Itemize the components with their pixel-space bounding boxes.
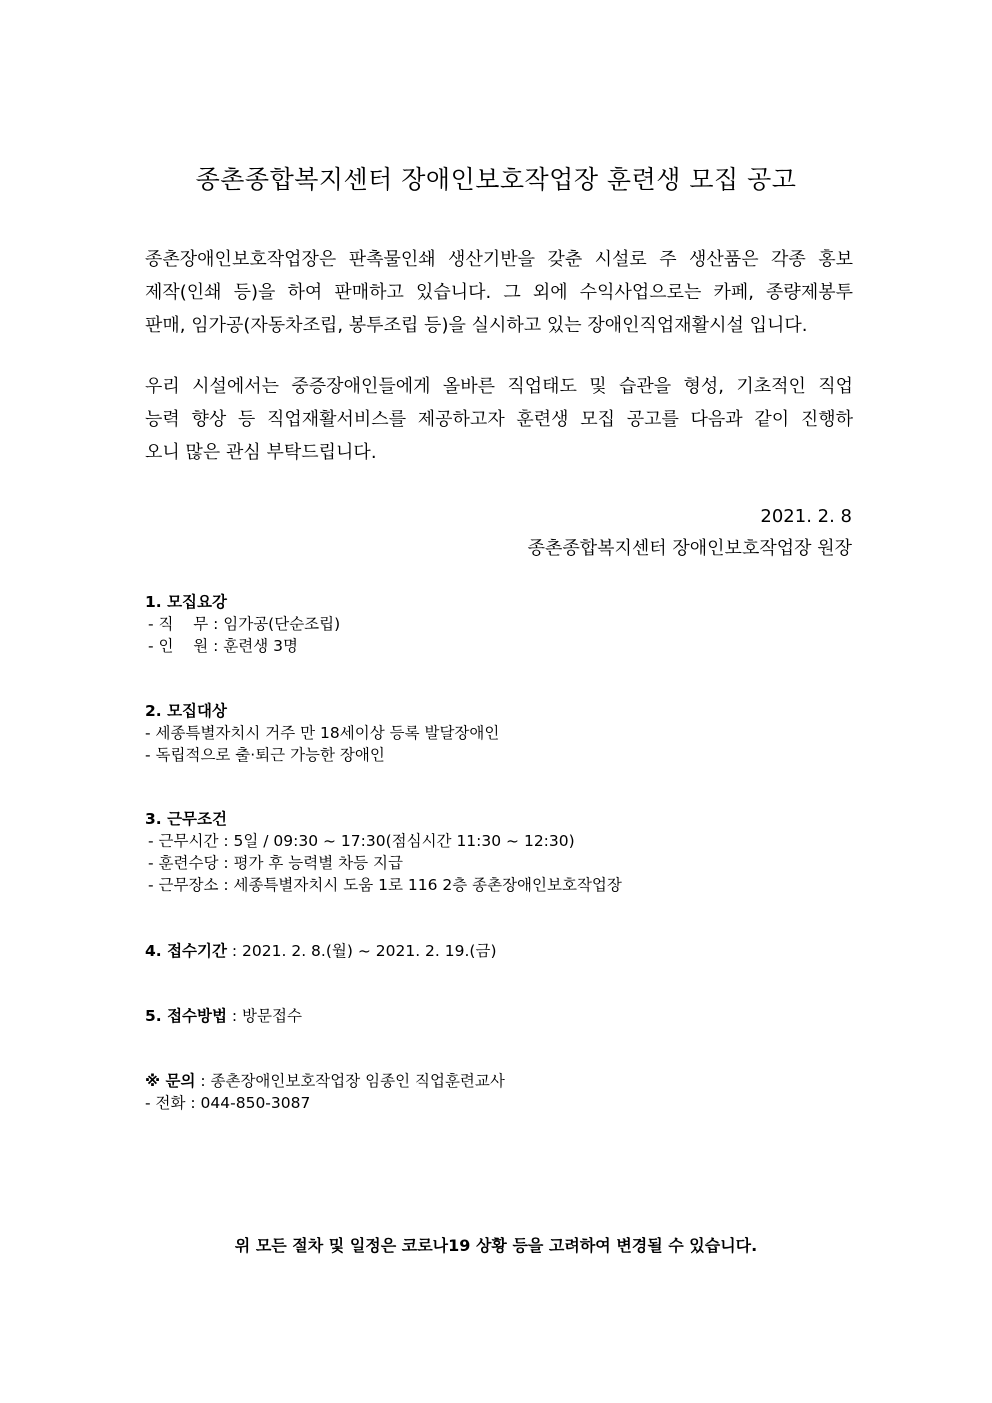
section-heading: 3. 근무조건 [145,810,227,828]
section-application-method [145,1005,853,1027]
application-period-value: : 2021. 2. 8.(월) ~ 2021. 2. 19.(금) [226,942,497,960]
intro-paragraph-2-line: 오니 많은 관심 부탁드립니다. [145,442,377,463]
intro-paragraph-1-line: 종촌장애인보호작업장은 판촉물인쇄 생산기반을 갖춘 시설로 주 생산품은 각종 홍보 [145,249,853,270]
intro-paragraph-1-line: 제작(인쇄 등)을 하여 판매하고 있습니다. 그 외에 수익사업으로는 카페, 종량제봉투 [145,282,853,303]
issuer-signature: 종촌종합복지센터 장애인보호작업장 원장 [527,538,852,559]
section-heading: 2. 모집대상 [145,702,227,720]
section-application-period [145,940,853,962]
section-inquiry [145,1070,853,1114]
page-title: 종촌종합복지센터 장애인보호작업장 훈련생 모집 공고 [195,165,797,194]
section-recruit-outline [145,591,853,657]
section-eligibility [145,700,853,766]
intro-paragraph-1-line: 판매, 임가공(자동차조립, 봉투조립 등)을 실시하고 있는 장애인직업재활시설 입니다. [145,315,808,336]
section-work-conditions [145,808,853,896]
list-item: - 독립적으로 출·퇴근 가능한 장애인 [145,746,385,764]
intro-paragraph-2-line: 우리 시설에서는 중증장애인들에게 올바른 직업태도 및 습관을 형성, 기초적인 직업 [145,376,853,397]
inquiry-heading: ※ 문의 [145,1072,196,1090]
list-item: - 훈련수당 : 평가 후 능력별 차등 지급 [148,854,403,872]
list-item: - 직 무 : 임가공(단순조립) [148,615,341,633]
intro-paragraph-1 [145,243,853,342]
inquiry-contact: : 종촌장애인보호작업장 임종인 직업훈련교사 [195,1072,505,1090]
notice-date: 2021. 2. 8 [760,506,852,527]
section-heading: 1. 모집요강 [145,593,227,611]
list-item: - 인 원 : 훈련생 3명 [148,637,298,655]
list-item: - 근무시간 : 5일 / 09:30 ~ 17:30(점심시간 11:30 ~ 12:30) [148,832,575,850]
intro-paragraph-2-line: 능력 향상 등 직업재활서비스를 제공하고자 훈련생 모집 공고를 다음과 같이 진행하 [145,409,853,430]
application-method-value: : 방문접수 [226,1007,302,1025]
list-item: - 세종특별자치시 거주 만 18세이상 등록 발달장애인 [145,724,500,742]
inquiry-phone: - 전화 : 044-850-3087 [145,1094,311,1112]
list-item: - 근무장소 : 세종특별자치시 도움 1로 116 2층 종촌장애인보호작업장 [148,876,622,894]
section-heading: 4. 접수기간 [145,942,227,960]
section-heading: 5. 접수방법 [145,1007,227,1025]
footer-notice: 위 모든 절차 및 일정은 코로나19 상황 등을 고려하여 변경될 수 있습니다. [234,1236,758,1255]
intro-paragraph-2 [145,370,853,469]
